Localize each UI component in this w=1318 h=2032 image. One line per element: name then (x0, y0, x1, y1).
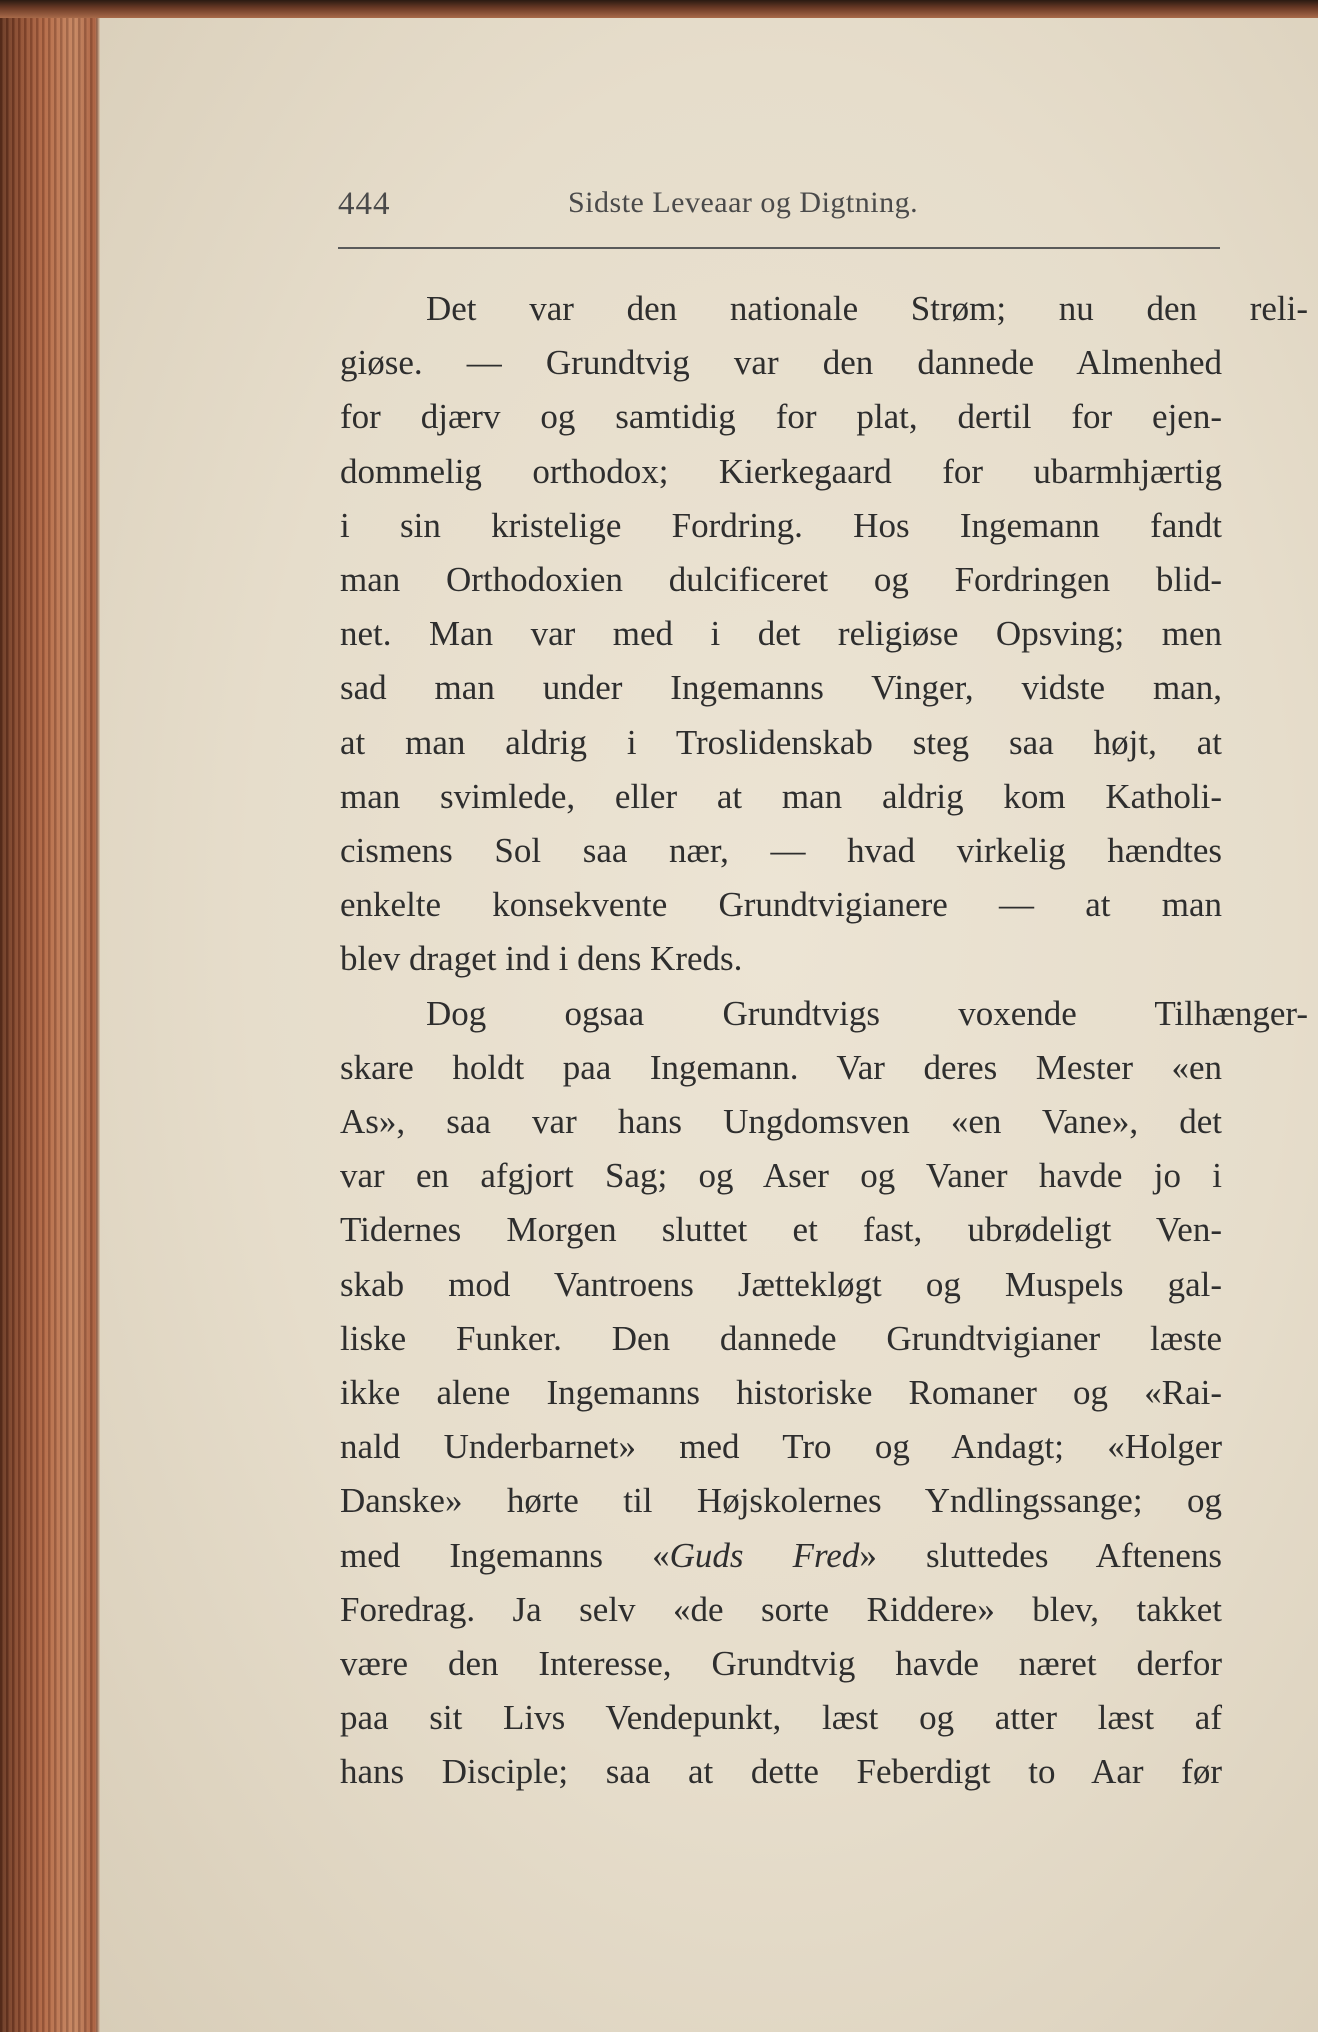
body-text (340, 282, 1308, 1800)
text-line: Danske» hørte til Højskolernes Yndlingssange; og (340, 1481, 1222, 1521)
text-segment: med Ingemanns « (340, 1535, 670, 1575)
text-line: var en afgjort Sag; og Aser og Vaner havde jo i (340, 1156, 1222, 1196)
text-line: man svimlede, eller at man aldrig kom Katholi- (340, 776, 1222, 816)
text-line: enkelte konsekvente Grundtvigianere — at man (340, 885, 1222, 925)
text-line: man Orthodoxien dulcificeret og Fordringen blid- (340, 560, 1222, 600)
text-line: net. Man var med i det religiøse Opsving; men (340, 614, 1222, 654)
text-line: hans Disciple; saa at dette Feberdigt to Aar før (340, 1752, 1222, 1792)
text-line: sad man under Ingemanns Vinger, vidste man, (340, 668, 1222, 708)
page-header (338, 186, 1220, 230)
text-line: Det var den nationale Strøm; nu den reli- (426, 289, 1308, 328)
text-line: cismens Sol saa nær, — hvad virkelig hændtes (340, 831, 1222, 871)
text-line: Foredrag. Ja selv «de sorte Riddere» blev, takket (340, 1589, 1222, 1629)
text-line: Tidernes Morgen sluttet et fast, ubrødeligt Ven- (340, 1210, 1222, 1250)
text-line (340, 1529, 1222, 1583)
text-line: Dog ogsaa Grundtvigs voxende Tilhænger- (426, 993, 1308, 1033)
text-line: paa sit Livs Vendepunkt, læst og atter læst af (340, 1698, 1222, 1738)
text-line: være den Interesse, Grundtvig havde næret derfor (340, 1644, 1222, 1684)
text-line: blev draget ind i dens Kreds. (340, 939, 743, 979)
text-line: dommelig orthodox; Kierkegaard for ubarmhjærtig (340, 451, 1222, 491)
text-line: for djærv og samtidig for plat, dertil for ejen- (340, 397, 1222, 437)
text-line: ikke alene Ingemanns historiske Romaner og «Rai- (340, 1373, 1222, 1413)
text-line: at man aldrig i Troslidenskab steg saa højt, at (340, 722, 1222, 762)
book-spine-edge (0, 18, 100, 2032)
book-top-edge (0, 0, 1318, 18)
text-line: i sin kristelige Fordring. Hos Ingemann fandt (340, 505, 1222, 545)
text-segment: » sluttedes Aftenens (859, 1535, 1222, 1575)
text-line: liske Funker. Den dannede Grundtvigianer læste (340, 1318, 1222, 1358)
text-line: skab mod Vantroens Jættekløgt og Muspels gal- (340, 1264, 1222, 1304)
text-line: As», saa var hans Ungdomsven «en Vane», det (340, 1102, 1222, 1142)
text-line: nald Underbarnet» med Tro og Andagt; «Holger (340, 1427, 1222, 1467)
text-line: giøse. — Grundtvig var den dannede Almenhed (340, 343, 1222, 383)
italic-title: Guds Fred (669, 1535, 860, 1575)
running-title: Sidste Leveaar og Digtning. (568, 186, 919, 219)
text-line: skare holdt paa Ingemann. Var deres Mester «en (340, 1047, 1222, 1087)
header-rule (338, 247, 1220, 249)
page-number: 444 (338, 186, 391, 222)
